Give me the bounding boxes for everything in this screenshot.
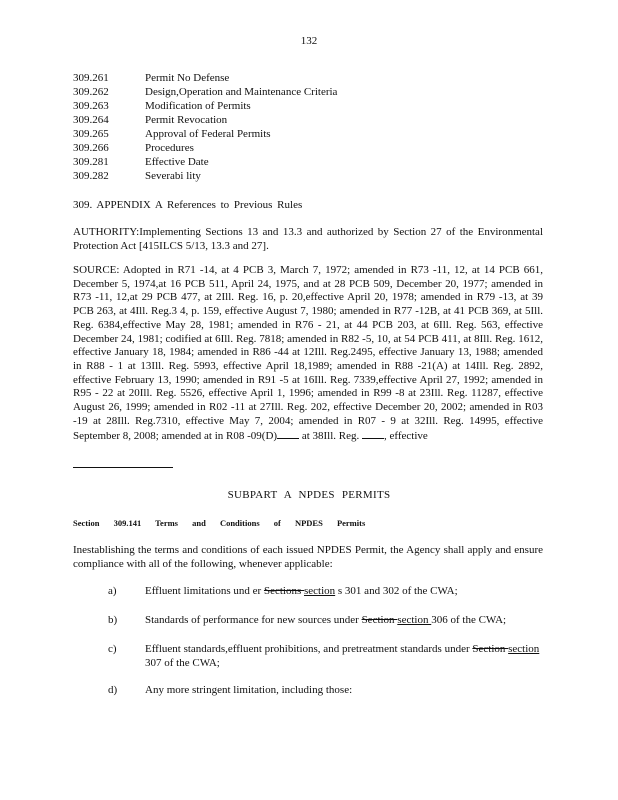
- item-text: [145, 614, 540, 628]
- item-text-part: 306 of the CWA;: [431, 614, 507, 626]
- section-heading: Section 309.141 Terms and Conditions of NPDES Permits: [73, 518, 366, 528]
- item-text: Any more stringent limitation, including those:: [145, 684, 353, 696]
- source-at: at 38Ill. Reg.: [301, 430, 360, 443]
- struck-text: Section: [472, 643, 509, 655]
- source-note: [73, 264, 543, 444]
- toc-section-title: Procedures: [145, 142, 194, 154]
- source-effective: , effective: [384, 430, 428, 443]
- item-text-part: s 301 and 302 of the CWA;: [335, 585, 458, 597]
- toc-section-number: 309.265: [73, 128, 109, 140]
- divider-rule: [73, 467, 173, 468]
- inserted-text: section: [303, 585, 336, 597]
- item-label: a): [108, 585, 117, 597]
- blank-underline: [362, 428, 384, 439]
- toc-section-number: 309.264: [73, 114, 109, 126]
- subpart-title: SUBPART A NPDES PERMITS: [227, 489, 391, 501]
- toc-row: [73, 141, 337, 155]
- page-number: 132: [300, 35, 318, 47]
- blank-underline: [277, 428, 299, 439]
- intro-paragraph: Inestablishing the terms and conditions of each issued NPDES Permit, the Agency shall apply and ensure compliance with all of the following, whenever applicable:: [73, 544, 543, 570]
- item-label: c): [108, 643, 117, 655]
- toc-section-title: Design,Operation and Maintenance Criteria: [145, 86, 338, 98]
- toc-row: [73, 169, 337, 183]
- source-text: SOURCE: Adopted in R71 -14, at 4 PCB 3, March 7, 1972; amended in R73 -11, 12, at 14 PCB 661, December 5, 1974,at 16 PCB 511, April 24, 1975, and at 28 PCB 509, December 20, 1977; amended in R73 -11, 12,at 29 PCB 477, at 2Ill. Reg. 16, p. 20,effective April 20, 1978; amended in R79 -13, at 39 PCB 263, at 4Ill. Reg.3 4, p. 159, effective August 7, 1980; amended in R77 -12B, at 41 PCB 369, at 5Ill. Reg. 6384,effective May 28, 1981; amended in R76 - 21, at 44 PCB 203, at 6Ill. Reg. 563, effective December 24, 1981; codified at 6Ill. Reg. 7818; amended in R82 -5, 10, at 54 PCB 411, at 8Ill. Reg. 1612, effective January 18, 1984; amended in R86 -44 at 12Ill. Reg.2495, effective January 13, 1988; amended in R88 - 1 at 13Ill. Reg. 5993, effective April 18,1989; amended in R88 -21(A) at 14Ill. Reg. 2892, effective February 13, 1990; amended in R91 -5 at 16Ill. Reg. 7339,effective April 27, 1992; amended in R95 - 22 at 20Ill. Reg. 5526, effective April 1, 1996; amended in R99 -8 at 23Ill. Reg. 11287, effective August 26, 1999; amended in R02 -11 at 27Ill. Reg. 202, effective December 20, 2002; amended in R03 -19 at 28Ill. Reg.7310, effective May 7, 2004; amended in R07 - 9 at 32Ill. Reg. 14995, effective September 8, 2008; amended at in R08 -09(D): [73, 264, 543, 443]
- toc-section-title: Approval of Federal Permits: [145, 128, 271, 140]
- toc-row: [73, 155, 337, 169]
- toc-section-title: Effective Date: [145, 156, 209, 168]
- item-text-part: Effluent limitations und er: [145, 585, 264, 597]
- toc-row: [73, 113, 337, 127]
- toc-row: [73, 71, 337, 85]
- toc-section-number: 309.263: [73, 100, 109, 112]
- item-text: [145, 643, 540, 670]
- struck-text: Sections: [263, 585, 304, 597]
- toc-section-title: Permit Revocation: [145, 114, 228, 126]
- inserted-text: section: [508, 643, 540, 655]
- toc-section-number: 309.262: [73, 86, 109, 98]
- inserted-text: section: [397, 614, 432, 626]
- struck-text: Section: [361, 614, 398, 626]
- toc-section-number: 309.266: [73, 142, 109, 154]
- toc-section-title: Permit No Defense: [145, 72, 230, 84]
- item-label: b): [108, 614, 118, 626]
- toc-row: [73, 85, 337, 99]
- appendix-entry: 309. APPENDIX A References to Previous Rules: [73, 199, 303, 211]
- table-of-contents: [73, 71, 337, 183]
- item-text-part: 307 of the CWA;: [145, 656, 220, 669]
- toc-section-title: Severabi lity: [145, 170, 201, 182]
- toc-section-number: 309.282: [73, 170, 109, 182]
- toc-row: [73, 127, 337, 141]
- toc-section-title: Modification of Permits: [145, 100, 251, 112]
- item-label: d): [108, 684, 118, 696]
- item-text: [145, 585, 540, 599]
- item-text-part: Effluent standards,effluent prohibitions, and pretreatment standards under: [145, 643, 473, 655]
- toc-section-number: 309.261: [73, 72, 109, 84]
- authority-note: AUTHORITY:Implementing Sections 13 and 13.3 and authorized by Section 27 of the Environmental Protection Act [415ILCS 5/13, 13.3 and 27].: [73, 226, 543, 252]
- toc-section-number: 309.281: [73, 156, 109, 168]
- item-text-part: Standards of performance for new sources under: [145, 614, 362, 626]
- toc-row: [73, 99, 337, 113]
